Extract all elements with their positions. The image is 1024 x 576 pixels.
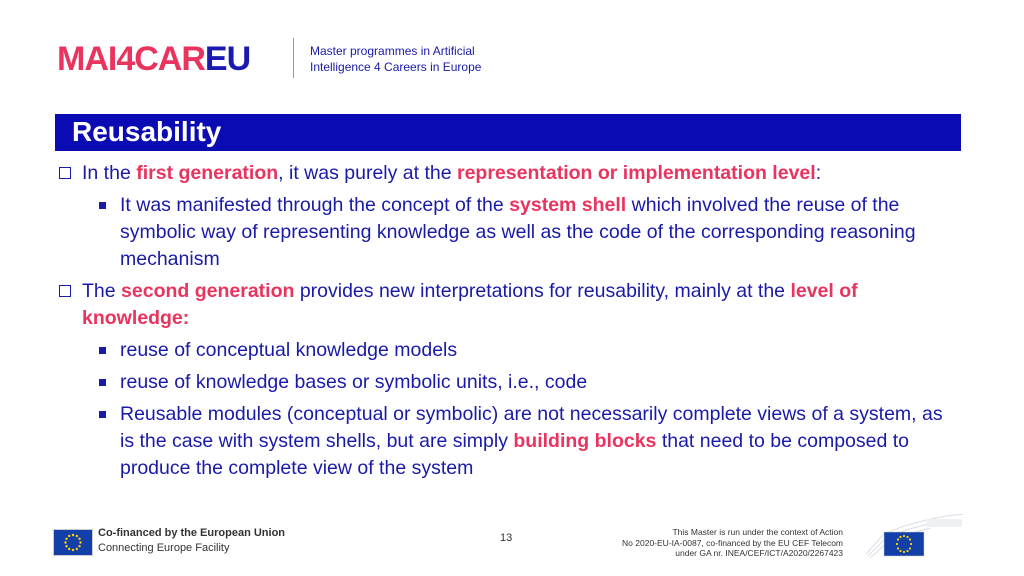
list-item: The second generation provides new interpretations for reusability, mainly at the level of knowledge: (56, 278, 956, 332)
square-bullet-icon (99, 411, 106, 418)
slide-content (56, 160, 956, 487)
checkbox-bullet-icon (59, 285, 71, 297)
cofinanced-notice: Co-financed by the European Union Connecting Europe Facility (98, 527, 286, 554)
eu-flag-icon (53, 529, 93, 556)
square-bullet-icon (99, 202, 106, 209)
slide-title-bar (55, 114, 961, 151)
list-item: Reusable modules (conceptual or symbolic) are not necessarily complete views of a system, as is the case with system shells, but are simply building blocks that need to be composed to produce the complete view of the system (56, 401, 956, 482)
mai4careu-logo: MAI4CAREU (57, 40, 251, 78)
slide-title: Reusability (72, 116, 222, 147)
action-notice: This Master is run under the context of Action No 2020-EU-IA-0087, co-financed by the EU CEF Telecom under GA nr. INEA/CEF/ICT/A2020/2267423 (622, 527, 843, 558)
european-commission-logo-icon (866, 514, 964, 560)
page-number: 13 (500, 532, 513, 544)
list-item: In the first generation, it was purely at the representation or implementation level: (56, 160, 956, 187)
checkbox-bullet-icon (59, 167, 71, 179)
square-bullet-icon (99, 347, 106, 354)
square-bullet-icon (99, 379, 106, 386)
list-item: reuse of knowledge bases or symbolic units, i.e., code (56, 369, 956, 396)
eu-stars-icon (54, 530, 92, 555)
logo-divider (293, 38, 294, 78)
tagline: Master programmes in Artificial Intelligence 4 Careers in Europe (310, 44, 482, 74)
list-item: It was manifested through the concept of the system shell which involved the reuse of the symbolic way of representing knowledge as well as the code of the corresponding reasoning mechanism (56, 192, 956, 273)
list-item: reuse of conceptual knowledge models (56, 337, 956, 364)
